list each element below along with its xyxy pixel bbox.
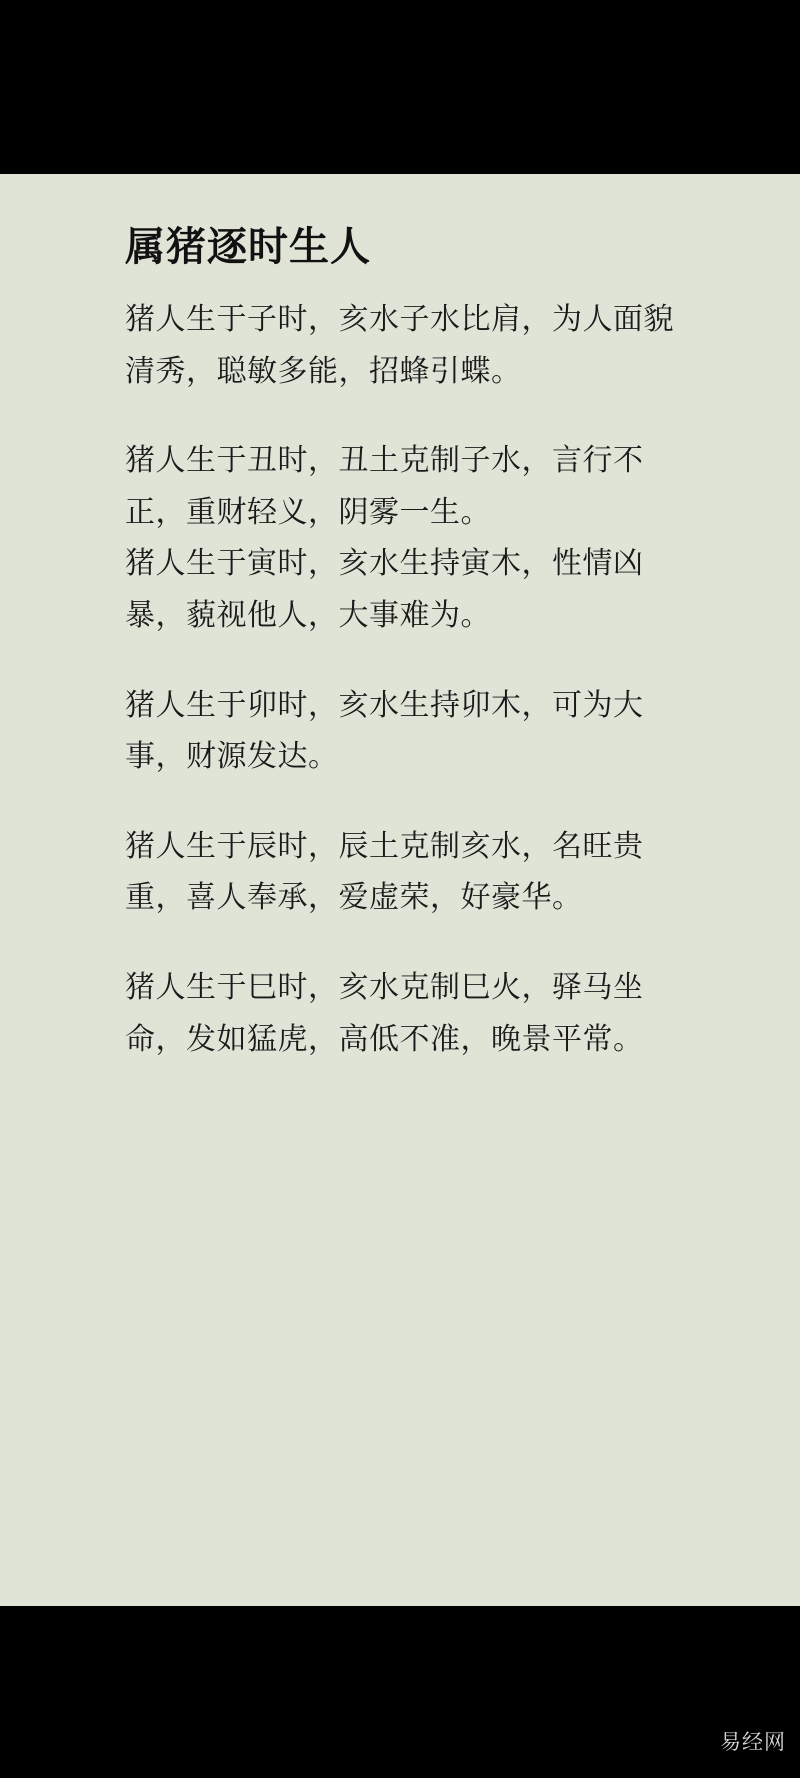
paragraph-chou-hour: 猪人生于丑时，丑土克制子水，言行不正，重财轻义，阴雾一生。 <box>125 444 644 529</box>
paragraph-zi-hour: 猪人生于子时，亥水子水比肩，为人面貌清秀，聪敏多能，招蜂引蝶。 <box>125 303 674 388</box>
paragraph-spacer <box>125 642 685 680</box>
paragraph-spacer <box>125 397 685 435</box>
page-title: 属猪逐时生人 <box>125 225 371 269</box>
paragraph-spacer <box>125 783 685 821</box>
paragraph-si-hour: 猪人生于巳时，亥水克制巳火，驿马坐命，发如猛虎，高低不准，晚景平常。 <box>125 970 644 1056</box>
paragraph-spacer <box>125 924 685 962</box>
article-body <box>125 222 685 1065</box>
paragraph-yin-hour: 猪人生于寅时，亥水生持寅木，性情凶暴，藐视他人，大事难为。 <box>125 547 644 632</box>
letterbox-bottom <box>0 1606 800 1778</box>
letterbox-top <box>0 0 800 174</box>
paragraph-mao-hour: 猪人生于卯时，亥水生持卯木，可为大事，财源发达。 <box>125 688 644 774</box>
paragraph-chen-hour: 猪人生于辰时，辰土克制亥水，名旺贵重，喜人奉承，爱虚荣，好豪华。 <box>125 829 644 915</box>
watermark-label: 易经网 <box>720 1730 786 1754</box>
